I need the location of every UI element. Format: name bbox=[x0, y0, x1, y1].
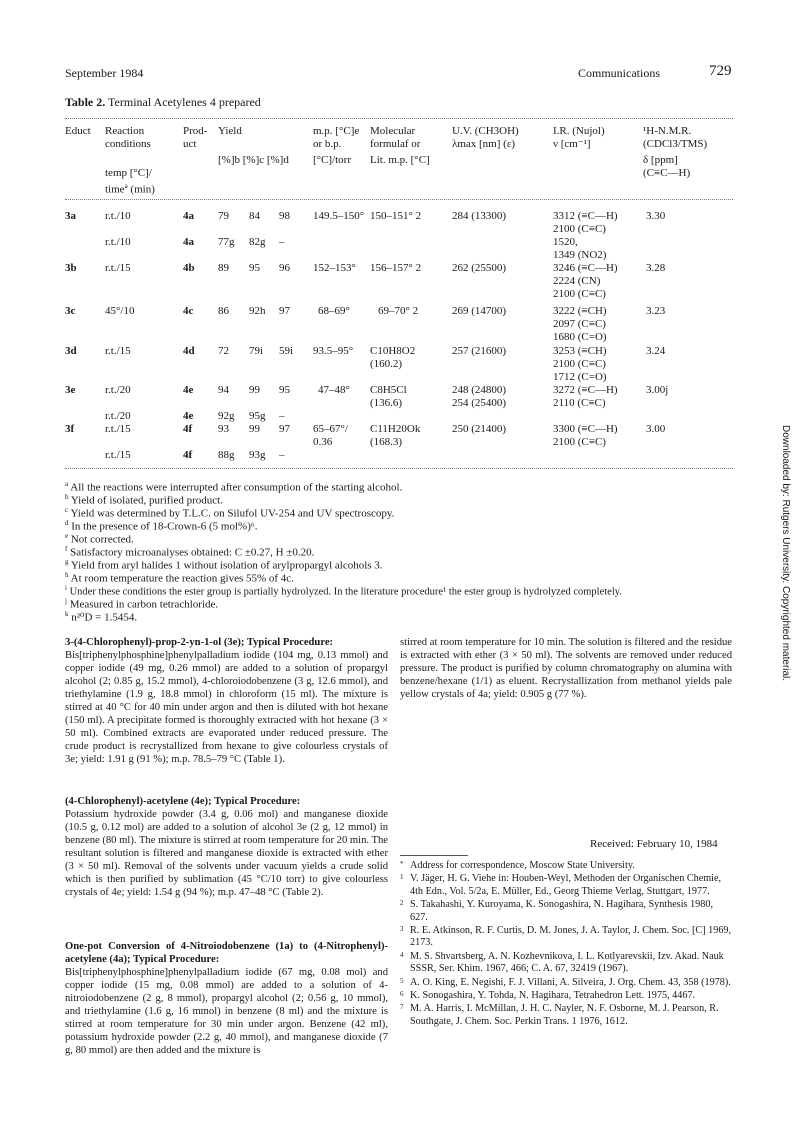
cell-yield-c: 95 bbox=[249, 262, 260, 274]
procedure-body: Bis[triphenylphosphine]phenylpalladium iodide (104 mg, 0.13 mmol) and copper iodide (49 mg, 0.26 mmol) are added to a solution of propargyl alcohol (2; 0.85 g, 15.2 mmol), 4-chloroiodobenzene (3 g, 12.6 mmol), and triethylamine (1.9 g, 18.8 mmol) in chloroform (15 ml). The mixture is stirred at 40 °C for 40 min under argon and then is diluted with hot hexane (150 ml). A precipitate formed is thoroughly extracted with hot hexane (3 × 50 ml). Combined extracts are evaporated under reduced pressure. The crude product is recrystallized from hexane to give colourless crystals of 3e; yield: 1.91 g (91 %); m.p. 78.5–79 °C (Table 1). bbox=[65, 650, 388, 765]
cell-uv: 257 (21600) bbox=[452, 345, 507, 357]
cell-educt: 3c bbox=[65, 305, 76, 317]
cell-yield-d: 97 bbox=[279, 423, 290, 435]
cell-uv: 284 (13300) bbox=[452, 210, 507, 222]
cell-educt: 3d bbox=[65, 345, 77, 357]
footnote: $^h$ At room temperature the reaction gives 55% of 4c. bbox=[65, 571, 294, 585]
header-ir: I.R. (Nujol) bbox=[553, 125, 605, 137]
cell-ir: 3253 (≡CH) 2100 (C≡C) 1712 (C=O) bbox=[553, 345, 607, 383]
cell-nmr: 3.00 bbox=[646, 423, 666, 435]
procedure-title: 3-(4-Chlorophenyl)-prop-2-yn-1-ol (3e); Typical Procedure: bbox=[65, 637, 334, 648]
header-nmr-4: (C≡C—H) bbox=[643, 167, 691, 179]
cell-uv: 269 (14700) bbox=[452, 305, 507, 317]
cell-yield-c: 82g bbox=[249, 236, 266, 248]
cell-yield-b: 94 bbox=[218, 384, 229, 396]
cell-yield-c: 79i bbox=[249, 345, 264, 357]
cell-yield-b: 88g bbox=[218, 449, 235, 461]
cell-yield-d: 95 bbox=[279, 384, 290, 396]
cell-yield-c: 95g bbox=[249, 410, 266, 422]
footnote: $^j$ Measured in carbon tetrachloride. bbox=[65, 597, 219, 611]
cell-educt: 3a bbox=[65, 210, 76, 222]
header-temp: temp [°C]/ bbox=[105, 167, 152, 179]
cell-product: 4f bbox=[183, 423, 193, 435]
cell-molecular: 150–151° 2 bbox=[370, 210, 422, 222]
reference-item: 3 R. E. Atkinson, R. F. Curtis, D. M. Jones, J. A. Taylor, J. Chem. Soc. [C] 1969, 2173. bbox=[400, 925, 732, 949]
cell-conditions: r.t./10 bbox=[105, 236, 131, 248]
cell-nmr: 3.24 bbox=[646, 345, 666, 357]
reference-item: 2 S. Takahashi, Y. Kuroyama, K. Sonogashira, N. Hagihara, Synthesis 1980, 627. bbox=[400, 899, 713, 923]
cell-conditions: r.t./15 bbox=[105, 423, 131, 435]
header-prod-2: uct bbox=[183, 138, 197, 150]
cell-product: 4c bbox=[183, 305, 194, 317]
header-time: time$^a$ (min) bbox=[105, 182, 155, 196]
header-ir-2: ν [cm⁻¹] bbox=[553, 138, 591, 150]
cell-yield-d: – bbox=[279, 236, 285, 248]
procedure-block bbox=[65, 636, 388, 766]
cell-molecular: C8H5Cl (136.6) bbox=[370, 384, 407, 409]
cell-yield-c: 92h bbox=[249, 305, 266, 317]
header-nmr-2: (CDCl3/TMS) bbox=[643, 138, 708, 150]
reference-item: 6 K. Sonogashira, Y. Tohda, N. Hagihara, Tetrahedron Lett. 1975, 4467. bbox=[400, 990, 696, 1002]
cell-yield-d: – bbox=[279, 449, 285, 461]
cell-mp: 93.5–95° bbox=[313, 345, 354, 357]
cell-educt: 3f bbox=[65, 423, 75, 435]
references-rule bbox=[400, 855, 468, 856]
header-yield-cols: [%]b [%]c [%]d bbox=[218, 154, 289, 166]
footnote: $^d$ In the presence of 18-Crown-6 (5 mol%)⁶. bbox=[65, 519, 258, 533]
cell-conditions: r.t./15 bbox=[105, 262, 131, 274]
footnote: $^i$ Under these conditions the ester group is partially hydrolyzed. In the literature procedure¹ the ester group is hydrolyzed completely. bbox=[65, 584, 622, 598]
cell-conditions: r.t./10 bbox=[105, 210, 131, 222]
header-molecular-3: Lit. m.p. [°C] bbox=[370, 154, 430, 166]
cell-product: 4f bbox=[183, 449, 193, 461]
cell-product: 4a bbox=[183, 236, 194, 248]
page-number: 729 bbox=[709, 63, 732, 79]
cell-uv: 248 (24800) 254 (25400) bbox=[452, 384, 507, 409]
cell-yield-c: 93g bbox=[249, 449, 266, 461]
cell-ir: 3312 (≡C—H) 2100 (C≡C) bbox=[553, 210, 618, 235]
cell-yield-b: 92g bbox=[218, 410, 235, 422]
footnote: $^f$ Satisfactory microanalyses obtained: C ±0.27, H ±0.20. bbox=[65, 545, 315, 559]
cell-nmr: 3.00j bbox=[646, 384, 669, 396]
cell-product: 4a bbox=[183, 210, 194, 222]
cell-yield-d: 98 bbox=[279, 210, 290, 222]
running-header-date: September 1984 bbox=[65, 66, 144, 80]
procedure-continuation: stirred at room temperature for 10 min. The solution is filtered and the residue is extracted with ether (3 × 50 ml). The solvents are removed under reduced pressure. The product is purified by column chromatography on alumina with benzene/hexane (1/1) as eluent. Recrystallization from methanol yields pale yellow crystals of 4a; yield: 0.905 g (77 %). bbox=[400, 637, 732, 700]
cell-uv: 262 (25500) bbox=[452, 262, 507, 274]
cell-ir: 3246 (≡C—H) 2224 (CN) 2100 (C≡C) bbox=[553, 262, 618, 300]
cell-yield-d: 96 bbox=[279, 262, 290, 274]
cell-mp: 152–153° bbox=[313, 262, 356, 274]
cell-molecular: 69–70° 2 bbox=[378, 305, 419, 317]
cell-yield-b: 93 bbox=[218, 423, 229, 435]
cell-conditions: 45°/10 bbox=[105, 305, 135, 317]
cell-mp: 47–48° bbox=[318, 384, 350, 396]
header-molecular: Molecular bbox=[370, 125, 416, 137]
header-mp-3: [°C]/torr bbox=[313, 154, 352, 166]
table-title: Terminal Acetylenes 4 prepared bbox=[108, 95, 261, 109]
cell-mp: 65–67°/ 0.36 bbox=[313, 423, 348, 448]
cell-mp: 149.5–150° bbox=[313, 210, 365, 222]
cell-conditions: r.t./15 bbox=[105, 449, 131, 461]
header-educt: Educt bbox=[65, 125, 91, 137]
cell-nmr: 3.28 bbox=[646, 262, 666, 274]
footnote: $^k$ n²⁰D = 1.5454. bbox=[65, 610, 138, 624]
procedure-block bbox=[65, 940, 388, 1057]
cell-yield-b: 72 bbox=[218, 345, 229, 357]
procedure-title: One-pot Conversion of 4-Nitroiodobenzene (1a) to (4-Nitrophenyl)-acetylene (4a); Typical Procedure: bbox=[65, 941, 388, 965]
cell-mp: 68–69° bbox=[318, 305, 350, 317]
cell-yield-b: 86 bbox=[218, 305, 229, 317]
references-list bbox=[400, 860, 732, 1029]
header-nmr: ¹H-N.M.R. bbox=[643, 125, 692, 137]
cell-conditions: r.t./15 bbox=[105, 345, 131, 357]
procedure-body: Bis[triphenylphosphine]phenylpalladium iodide (67 mg, 0.08 mol) and copper iodide (15 mg, 0.08 mmol) are added to a solution of 4-nitroiodobenzene (2 g, 8 mmol), propargyl alcohol (2; 0.56 g, 10 mmol), and triethylamine (1.6 g, 16 mmol) in benzene (8 ml) and the mixture is stirred at room temperature for 30 min under argon. Benzene (42 ml), potassium hydroxide powder (2.2 g, 40 mmol), and manganese dioxide (7 g, 80 mmol) are then added and the mixture is bbox=[65, 967, 388, 1056]
table-label: Table 2. bbox=[65, 95, 106, 109]
cell-yield-d: 59i bbox=[279, 345, 294, 357]
procedure-block bbox=[65, 795, 388, 899]
header-nmr-3: δ [ppm] bbox=[643, 154, 678, 166]
running-header-section: Communications bbox=[578, 66, 660, 80]
cell-uv: 250 (21400) bbox=[452, 423, 507, 435]
cell-yield-d: 97 bbox=[279, 305, 290, 317]
header-prod: Prod- bbox=[183, 125, 208, 137]
header-yield: Yield bbox=[218, 125, 242, 137]
reference-item: 1 V. Jäger, H. G. Viehe in: Houben-Weyl, Methoden der Organischen Chemie, 4th Edn., Vol. 5/2a, E. Müller, Ed., Georg Thieme Verlag, Stuttgart, 1977. bbox=[400, 873, 722, 897]
reference-item: 7 M. A. Harris, I. McMillan, J. H. C. Nayler, N. F. Osborne, M. J. Pearson, R. Southgate, J. Chem. Soc. Perkin Trans. 1 1976, 1612. bbox=[400, 1003, 719, 1027]
reference-item: 4 M. S. Shvartsberg, A. N. Kozhevnikova, I. L. Kotlyarevskii, Izv. Akad. Nauk SSSR, Ser. Khim. 1967, 466; C. A. 67, 32419 (1967). bbox=[400, 950, 724, 975]
footnote: $^e$ Not corrected. bbox=[65, 532, 134, 546]
table-bottom-rule bbox=[65, 468, 733, 469]
cell-product: 4d bbox=[183, 345, 195, 357]
footnote: $^a$ All the reactions were interrupted after consumption of the starting alcohol. bbox=[65, 480, 403, 494]
cell-yield-b: 77g bbox=[218, 236, 235, 248]
footnote: $^g$ Yield from aryl halides 1 without isolation of arylpropargyl alcohols 3. bbox=[65, 558, 383, 572]
cell-ir: 3272 (≡C—H) 2110 (C≡C) bbox=[553, 384, 618, 409]
table-top-rule bbox=[65, 118, 733, 119]
cell-nmr: 3.23 bbox=[646, 305, 666, 317]
footnote: $^b$ Yield of isolated, purified product. bbox=[65, 493, 223, 507]
procedure-body: Potassium hydroxide powder (3.4 g, 0.06 mol) and manganese dioxide (10.5 g, 0.12 mol) are added to a solution of alcohol 3e (2 g, 12 mmol) in benzene (80 ml). The mixture is stirred at room temperature for 20 min. The resultant solution is filtered and manganese dioxide is extracted with ether (3 × 50 ml). Removal of the solvents under vacuum yields a crude solid which is then purified by sublimation (45 °C/10 torr) to give colourless crystals of 4e; yield: 1.54 g (94 %); m.p. 47–48 °C (Table 2). bbox=[65, 809, 388, 898]
cell-yield-b: 79 bbox=[218, 210, 229, 222]
table-header-rule bbox=[65, 199, 733, 200]
cell-educt: 3e bbox=[65, 384, 76, 396]
cell-conditions: r.t./20 bbox=[105, 384, 131, 396]
cell-molecular: 156–157° 2 bbox=[370, 262, 422, 274]
procedure-title: (4-Chlorophenyl)-acetylene (4e); Typical Procedure: bbox=[65, 796, 301, 807]
download-watermark: Downloaded by: Rutgers University. Copyrighted material. bbox=[780, 425, 791, 682]
table-caption bbox=[65, 95, 261, 110]
header-mp-2: or b.p. bbox=[313, 138, 342, 150]
header-uv: U.V. (CH3OH) bbox=[452, 125, 519, 137]
cell-ir: 3222 (≡CH) 2097 (C≡C) 1680 (C=O) bbox=[553, 305, 607, 343]
header-molecular-2: formulaf or bbox=[370, 138, 421, 150]
received-date: Received: February 10, 1984 bbox=[590, 838, 718, 850]
cell-yield-d: – bbox=[279, 410, 285, 422]
cell-yield-c: 84 bbox=[249, 210, 260, 222]
header-reaction: Reaction bbox=[105, 125, 145, 137]
footnote: $^c$ Yield was determined by T.L.C. on Silufol UV-254 and UV spectroscopy. bbox=[65, 506, 395, 520]
cell-yield-c: 99 bbox=[249, 423, 260, 435]
reference-item: 5 A. O. King, E. Negishi, F. J. Villani, A. Silveira, J. Org. Chem. 43, 358 (1978). bbox=[400, 976, 731, 988]
cell-yield-c: 99 bbox=[249, 384, 260, 396]
header-conditions: conditions bbox=[105, 138, 151, 150]
cell-conditions: r.t./20 bbox=[105, 410, 131, 422]
cell-molecular: C11H20Ok (168.3) bbox=[370, 423, 421, 448]
cell-molecular: C10H8O2 (160.2) bbox=[370, 345, 416, 370]
cell-nmr: 3.30 bbox=[646, 210, 666, 222]
cell-product: 4b bbox=[183, 262, 195, 274]
header-uv-2: λmax [nm] (ε) bbox=[452, 138, 516, 150]
cell-product: 4e bbox=[183, 410, 194, 422]
cell-yield-b: 89 bbox=[218, 262, 229, 274]
cell-product: 4e bbox=[183, 384, 194, 396]
cell-ir: 1520, 1349 (NO2) bbox=[553, 236, 607, 261]
reference-item: * Address for correspondence, Moscow State University. bbox=[400, 860, 635, 871]
cell-educt: 3b bbox=[65, 262, 77, 274]
cell-ir: 3300 (≡C—H) 2100 (C≡C) bbox=[553, 423, 618, 448]
header-mp: m.p. [°C]e bbox=[313, 125, 360, 137]
